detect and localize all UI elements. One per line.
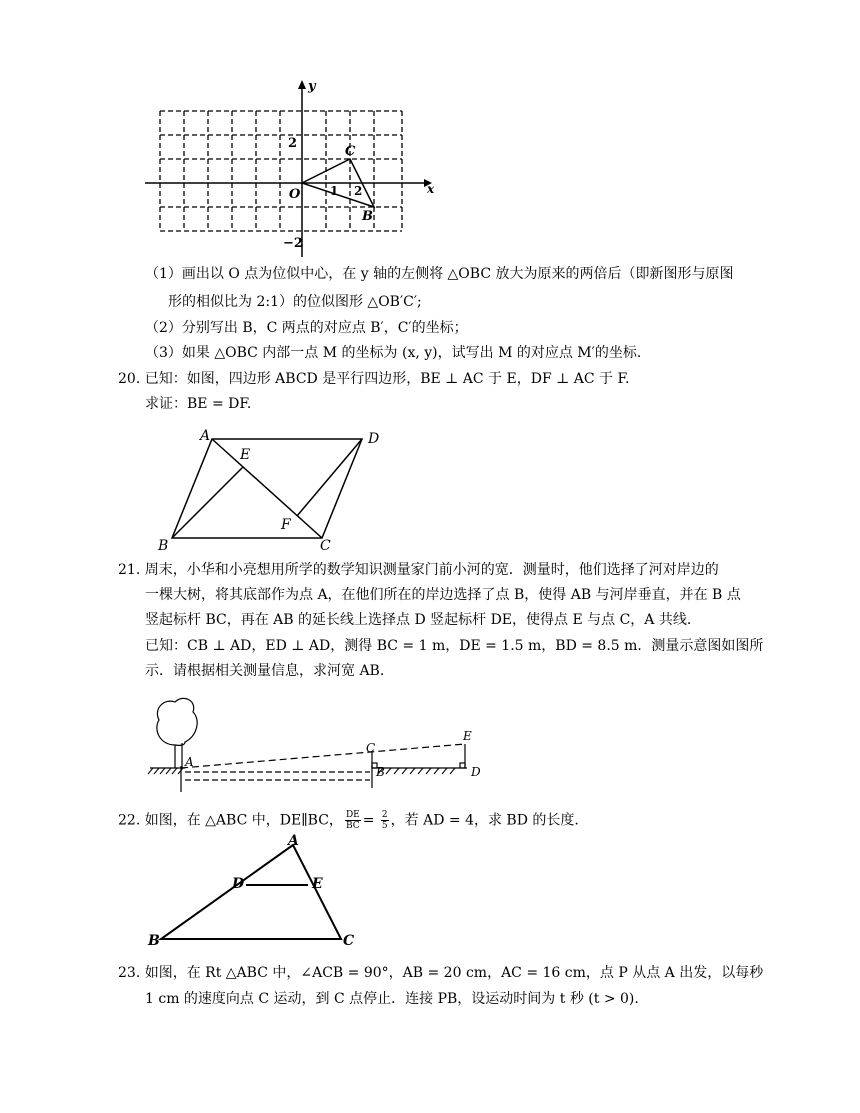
q21-line2: 一棵大树，将其底部作为点 A，在他们所在的岸边选择了点 B，使得 AB 与河岸垂直，并在 B 点 — [145, 587, 741, 603]
label-a: A — [185, 755, 194, 769]
q20-line2: 求证：BE = DF. — [145, 396, 252, 412]
label-d: D — [232, 876, 245, 892]
q22-eq: = — [362, 812, 379, 829]
label-c: C — [366, 741, 376, 755]
label-e: E — [240, 447, 251, 463]
label-b: B — [158, 538, 169, 554]
fraction-two-fifths: $\frac{2}{5}$ — [381, 810, 388, 831]
q22-line — [118, 810, 579, 831]
q19-part1-line1: （1）画出以 O 点为位似中心，在 y 轴的左侧将 △OBC 放大为原来的两倍后（即新图形与原图 — [145, 266, 734, 282]
q21-line4: 已知：CB ⊥ AD，ED ⊥ AD，测得 BC = 1 m，DE = 1.5 m，BD = 8.5 m．测量示意图如图所 — [145, 638, 764, 654]
q21-line5: 示．请根据相关测量信息，求河宽 AB. — [145, 663, 385, 679]
point-b-label: B — [362, 209, 373, 224]
label-c: C — [320, 538, 331, 554]
q21-line3: 竖起标杆 BC，再在 AB 的延长线上选择点 D 竖起标杆 DE，使得点 E 与点 C，A 共线. — [145, 612, 692, 628]
label-d: D — [368, 431, 380, 447]
label-c: C — [343, 933, 355, 949]
river-measurement-figure — [145, 690, 485, 790]
q19-part2: （2）分别写出 B，C 两点的对应点 B′，C′的坐标； — [145, 320, 468, 336]
origin-label: O — [289, 187, 301, 202]
triangle-abc-figure — [145, 835, 365, 955]
label-a: A — [288, 833, 299, 849]
q19-part1-line2: 形的相似比为 2:1）的位似图形 △OB′C′; — [168, 294, 422, 310]
q22-post: ，若 AD = 4，求 BD 的长度. — [390, 812, 579, 829]
tick-x-2: 2 — [354, 184, 363, 198]
q22-pre: 22. 如图，在 △ABC 中，DE∥BC， — [118, 812, 343, 829]
label-b: B — [148, 933, 160, 949]
x-axis-label: x — [427, 182, 435, 196]
tick-x-1: 1 — [330, 184, 339, 198]
q19-part3: （3）如果 △OBC 内部一点 M 的坐标为 (x, y)，试写出 M 的对应点 M′的坐标. — [145, 345, 642, 361]
label-e: E — [312, 876, 323, 892]
q21-line1: 21. 周末，小华和小亮想用所学的数学知识测量家门前小河的宽．测量时，他们选择了河对岸边的 — [118, 562, 719, 578]
label-e: E — [463, 729, 472, 743]
q20-line1: 20. 已知：如图，四边形 ABCD 是平行四边形，BE ⊥ AC 于 E，DF ⊥ AC 于 F. — [118, 371, 630, 387]
label-d: D — [471, 765, 481, 779]
parallelogram-figure — [150, 425, 400, 555]
y-axis-label: y — [308, 79, 316, 94]
q23-line2: 1 cm 的速度向点 C 运动，到 C 点停止．连接 PB，设运动时间为 t 秒 (t > 0). — [145, 991, 639, 1007]
coordinate-grid-figure — [140, 75, 450, 265]
label-f: F — [281, 517, 291, 533]
point-c-label: C — [345, 144, 356, 159]
tick-y-2: 2 — [288, 136, 298, 151]
q23-line1: 23. 如图，在 Rt △ABC 中，∠ACB = 90°，AB = 20 cm，AC = 16 cm，点 P 从点 A 出发，以每秒 — [118, 965, 764, 981]
label-b: B — [376, 765, 385, 779]
tick-y-minus2: −2 — [283, 236, 303, 251]
label-a: A — [200, 428, 211, 444]
fraction-de-bc: $\frac{DE}{BC}$ — [345, 810, 360, 831]
